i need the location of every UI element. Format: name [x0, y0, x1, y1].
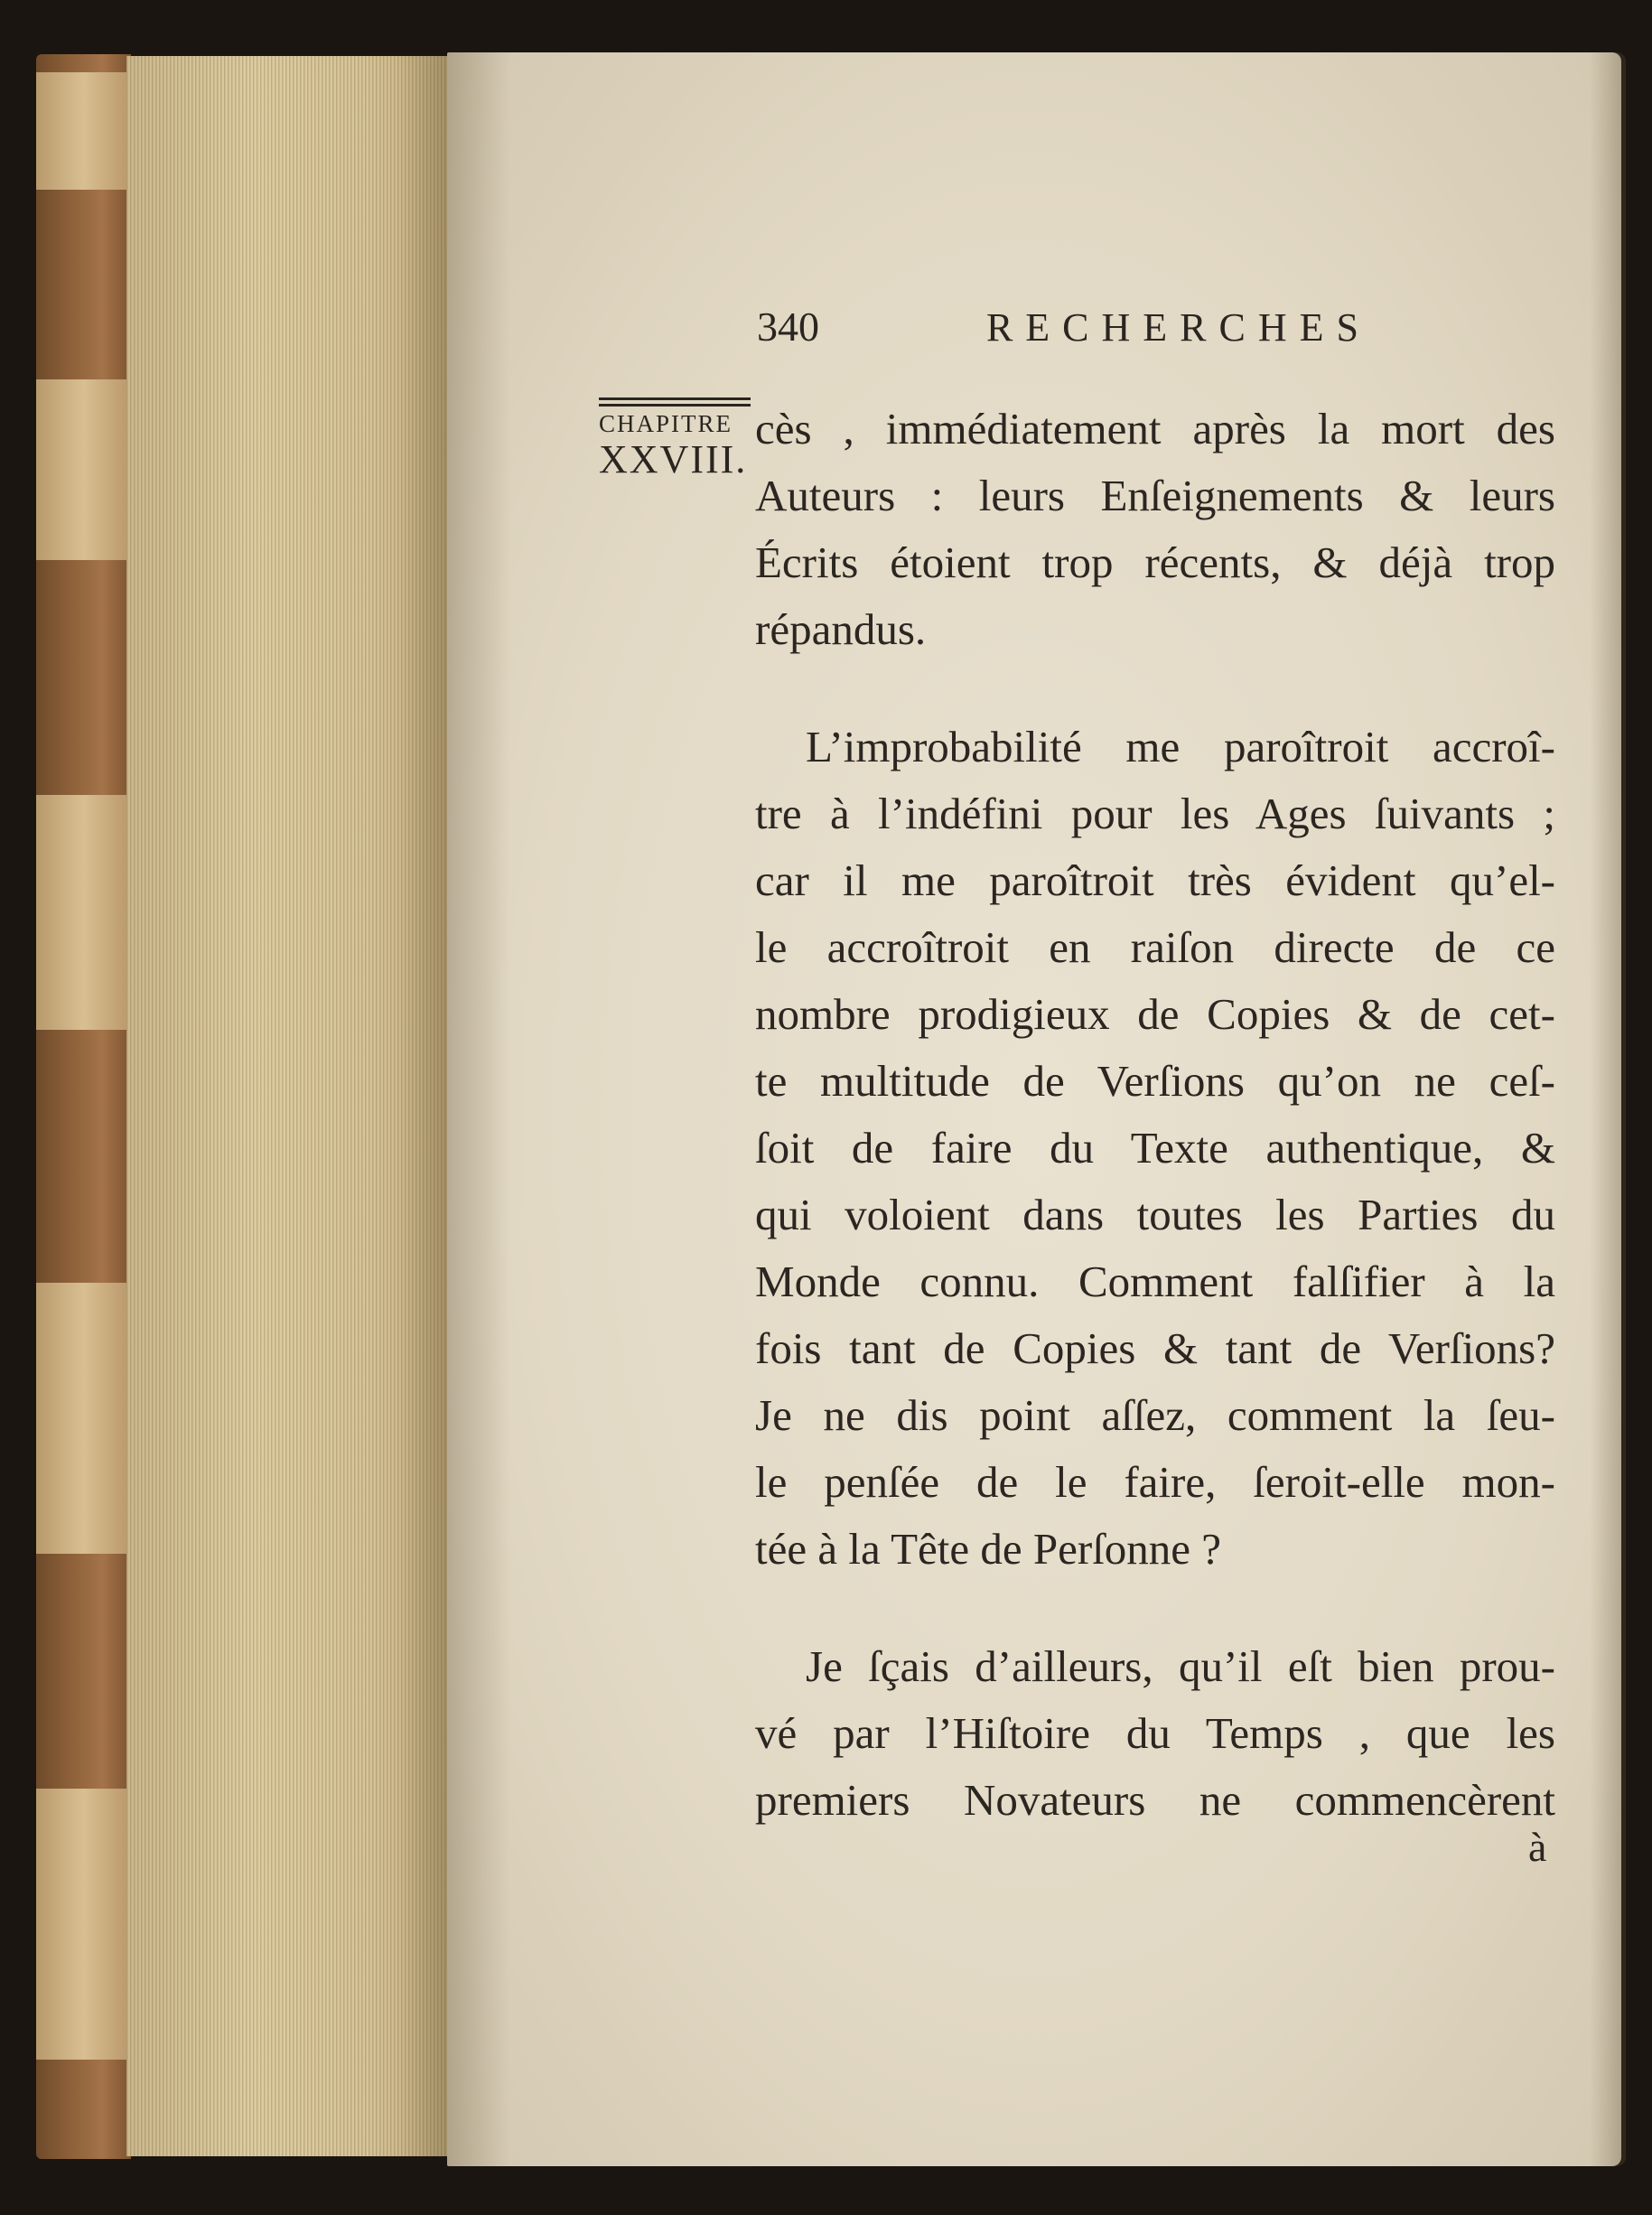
text-line: Auteurs : leurs Enſeignements & leurs — [755, 471, 1555, 520]
page-number: 340 — [757, 304, 819, 350]
page-gutter — [447, 52, 510, 2166]
text-line: Écrits étoient trop récents, & déjà trop — [755, 537, 1555, 587]
cover-band — [36, 379, 131, 560]
text-line: le penſée de le faire, ſeroit-elle mon- — [755, 1457, 1555, 1507]
text-line: le accroîtroit en raiſon directe de ce — [755, 922, 1555, 972]
page-right-edge — [1590, 52, 1626, 2166]
text-line: vé par l’Hiſtoire du Temps , que les — [755, 1708, 1555, 1758]
text-line: fois tant de Copies & tant de Verſions? — [755, 1323, 1555, 1373]
text-line: L’improbabilité me paroîtroit accroî- — [806, 722, 1555, 771]
margin-rule — [599, 404, 751, 407]
text-line: Je ſçais d’ailleurs, qu’il eſt bien prou- — [806, 1641, 1555, 1691]
running-head: RECHERCHES — [985, 305, 1371, 350]
paragraph — [755, 1633, 1555, 1834]
text-line: tée à la Tête de Perſonne ? — [755, 1524, 1222, 1574]
text-line: Monde connu. Comment falſifier à la — [755, 1257, 1555, 1306]
cover-band — [36, 795, 131, 1030]
catchword: à — [1528, 1824, 1547, 1870]
cover-band — [36, 72, 131, 190]
body-text — [755, 396, 1555, 1834]
cover-band — [36, 1283, 131, 1554]
chapter-margin-note — [599, 397, 752, 482]
text-line: nombre prodigieux de Copies & de cet- — [755, 989, 1555, 1039]
margin-rule — [599, 397, 751, 400]
paragraph — [755, 396, 1555, 663]
text-line: qui voloient dans toutes les Parties du — [755, 1190, 1555, 1239]
paragraph — [755, 714, 1555, 1583]
text-line: premiers Novateurs ne commencèrent — [755, 1775, 1555, 1825]
text-line: Je ne dis point aſſez, comment la ſeu- — [755, 1390, 1555, 1440]
text-line: ſoit de faire du Texte authentique, & — [755, 1123, 1555, 1173]
text-line: te multitude de Verſions qu’on ne ceſ- — [755, 1056, 1555, 1106]
text-line: tre à l’indéfini pour les Ages ſuivants ; — [755, 789, 1555, 838]
chapter-label: CHAPITRE — [599, 410, 733, 437]
text-line: car il me paroîtroit très évident qu’el- — [755, 855, 1555, 905]
chapter-numeral: XXVIII. — [599, 437, 748, 481]
page-header — [757, 303, 1371, 350]
cover-band — [36, 1789, 131, 2060]
text-line: répandus. — [755, 604, 927, 654]
page-edges-shadow — [397, 56, 452, 2156]
text-line: cès , immédiatement après la mort des — [755, 404, 1555, 453]
